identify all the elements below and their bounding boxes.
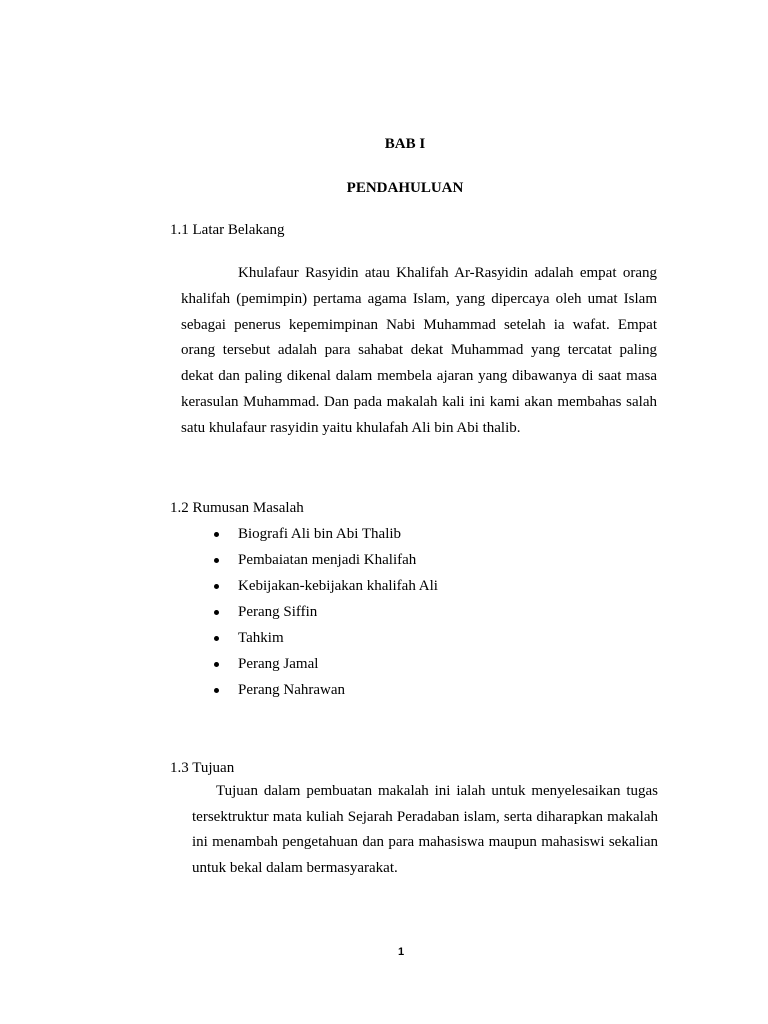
- list-item: [214, 625, 438, 651]
- list-item-text: Biografi Ali bin Abi Thalib: [238, 526, 402, 542]
- list-item: [214, 547, 438, 573]
- list-item-text: Perang Nahrawan: [238, 682, 346, 698]
- rumusan-masalah-list: [214, 521, 438, 703]
- section-heading-tujuan: 1.3 Tujuan: [170, 760, 235, 776]
- list-item: [214, 651, 438, 677]
- bullet-icon: [214, 636, 219, 641]
- chapter-title: PENDAHULUAN: [346, 180, 464, 196]
- bullet-icon: [214, 662, 219, 667]
- list-item-text: Perang Siffin: [238, 604, 318, 620]
- bullet-icon: [214, 532, 219, 537]
- bullet-icon: [214, 558, 219, 563]
- section-heading-latar-belakang: 1.1 Latar Belakang: [170, 222, 285, 238]
- paragraph-tujuan: Tujuan dalam pembuatan makalah ini ialah untuk menyelesaikan tugas tersektruktur mata kuliah Sejarah Peradaban islam, serta diharapkan makalah ini menambah pengetahuan dan para mahasiswa maupun mahasiswi sekalian untuk bekal dalam bermasyarakat.: [192, 783, 658, 876]
- list-item-text: Perang Jamal: [238, 656, 319, 672]
- list-item-text: Kebijakan-kebijakan khalifah Ali: [238, 578, 438, 594]
- list-item: [214, 677, 438, 703]
- list-item-text: Pembaiatan menjadi Khalifah: [238, 552, 417, 568]
- paragraph-latar-belakang: Khulafaur Rasyidin atau Khalifah Ar-Rasyidin adalah empat orang khalifah (pemimpin) pertama agama Islam, yang dipercaya oleh umat Islam sebagai penerus kepemimpinan Nabi Muhammad setelah ia wafat. Empat orang tersebut adalah para sahabat dekat Muhammad yang tercatat paling dekat dan paling dikenal dalam membela ajaran yang dibawanya di saat masa kerasulan Muhammad. Dan pada makalah kali ini kami akan membahas salah satu khulafaur rasyidin yaitu khulafah Ali bin Abi thalib.: [181, 265, 657, 436]
- list-item: [214, 599, 438, 625]
- page-number: 1: [397, 946, 405, 958]
- list-item: [214, 521, 438, 547]
- bullet-icon: [214, 610, 219, 615]
- chapter-label: BAB I: [384, 136, 426, 152]
- section-heading-rumusan-masalah: 1.2 Rumusan Masalah: [170, 500, 304, 516]
- list-item-text: Tahkim: [238, 630, 284, 646]
- bullet-icon: [214, 688, 219, 693]
- bullet-icon: [214, 584, 219, 589]
- list-item: [214, 573, 438, 599]
